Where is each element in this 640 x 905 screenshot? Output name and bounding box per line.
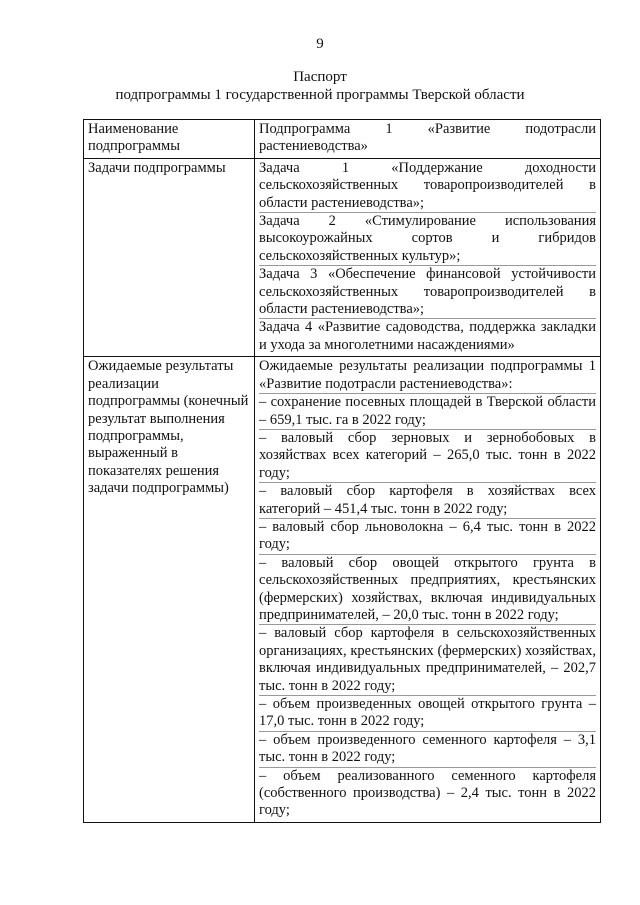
page-number: 9 bbox=[316, 36, 324, 52]
row-name-value bbox=[255, 120, 601, 159]
passport-table bbox=[83, 119, 601, 823]
table-row-name bbox=[84, 120, 601, 159]
title-line-1: Паспорт bbox=[293, 69, 347, 85]
results-intro: Ожидаемые результаты реализации подпрограммы 1 «Развитие подотрасли растениеводства»: bbox=[259, 358, 596, 392]
result-item: – валовый сбор овощей открытого грунта в сельскохозяйственных предприятиях, крестьянских (фермерских) хозяйствах, включая индивидуальных предпринимателей, – 20,0 тыс. тонн в 2022 году; bbox=[259, 554, 596, 623]
task-item: Задача 1 «Поддержание доходности сельскохозяйственных товаропроизводителей в области растениеводства»; bbox=[259, 159, 596, 211]
row-results-label: Ожидаемые результаты реализации подпрограммы (конечный результат выполнения подпрограммы, выраженный в показателях решения задачи подпрограммы) bbox=[84, 357, 255, 823]
result-item: – сохранение посевных площадей в Тверской области – 659,1 тыс. га в 2022 году; bbox=[259, 394, 596, 428]
result-item: – валовый сбор зерновых и зернобобовых в хозяйствах всех категорий – 265,0 тыс. тонн в 2022 году; bbox=[259, 429, 596, 481]
result-item: – валовый сбор картофеля в сельскохозяйственных организациях, крестьянских (фермерских) хозяйствах, включая индивидуальных предпринимателей, – 202,7 тыс. тонн в 2022 году; bbox=[259, 625, 596, 694]
subprogram-name: Подпрограмма 1 «Развитие подотрасли растениеводства» bbox=[259, 121, 596, 155]
result-item: – объем реализованного семенного картофеля (собственного производства) – 2,4 тыс. тонн в 2022 году; bbox=[259, 767, 596, 819]
row-tasks-value bbox=[255, 158, 601, 356]
row-name-label: Наименование подпрограммы bbox=[84, 120, 255, 159]
document-title bbox=[0, 68, 640, 104]
task-item: Задача 3 «Обеспечение финансовой устойчивости сельскохозяйственных товаропроизводителей в области растениеводства»; bbox=[259, 266, 596, 318]
table-row-tasks bbox=[84, 158, 601, 356]
result-item: – валовый сбор льноволокна – 6,4 тыс. тонн в 2022 году; bbox=[259, 518, 596, 553]
title-line-2: подпрограммы 1 государственной программы Тверской области bbox=[115, 87, 525, 103]
task-item: Задача 2 «Стимулирование использования высокоурожайных сортов и гибридов сельскохозяйственных культур»; bbox=[259, 213, 596, 264]
row-results-value bbox=[255, 357, 601, 823]
table-row-results bbox=[84, 357, 601, 823]
result-item: – объем произведенного семенного картофеля – 3,1 тыс. тонн в 2022 году; bbox=[259, 731, 596, 766]
result-item: – валовый сбор картофеля в хозяйствах всех категорий – 451,4 тыс. тонн в 2022 году; bbox=[259, 483, 596, 517]
row-tasks-label: Задачи подпрограммы bbox=[84, 158, 255, 356]
task-item: Задача 4 «Развитие садоводства, поддержка закладки и ухода за многолетними насаждениями» bbox=[259, 319, 596, 353]
result-item: – объем произведенных овощей открытого грунта – 17,0 тыс. тонн в 2022 году; bbox=[259, 696, 596, 730]
